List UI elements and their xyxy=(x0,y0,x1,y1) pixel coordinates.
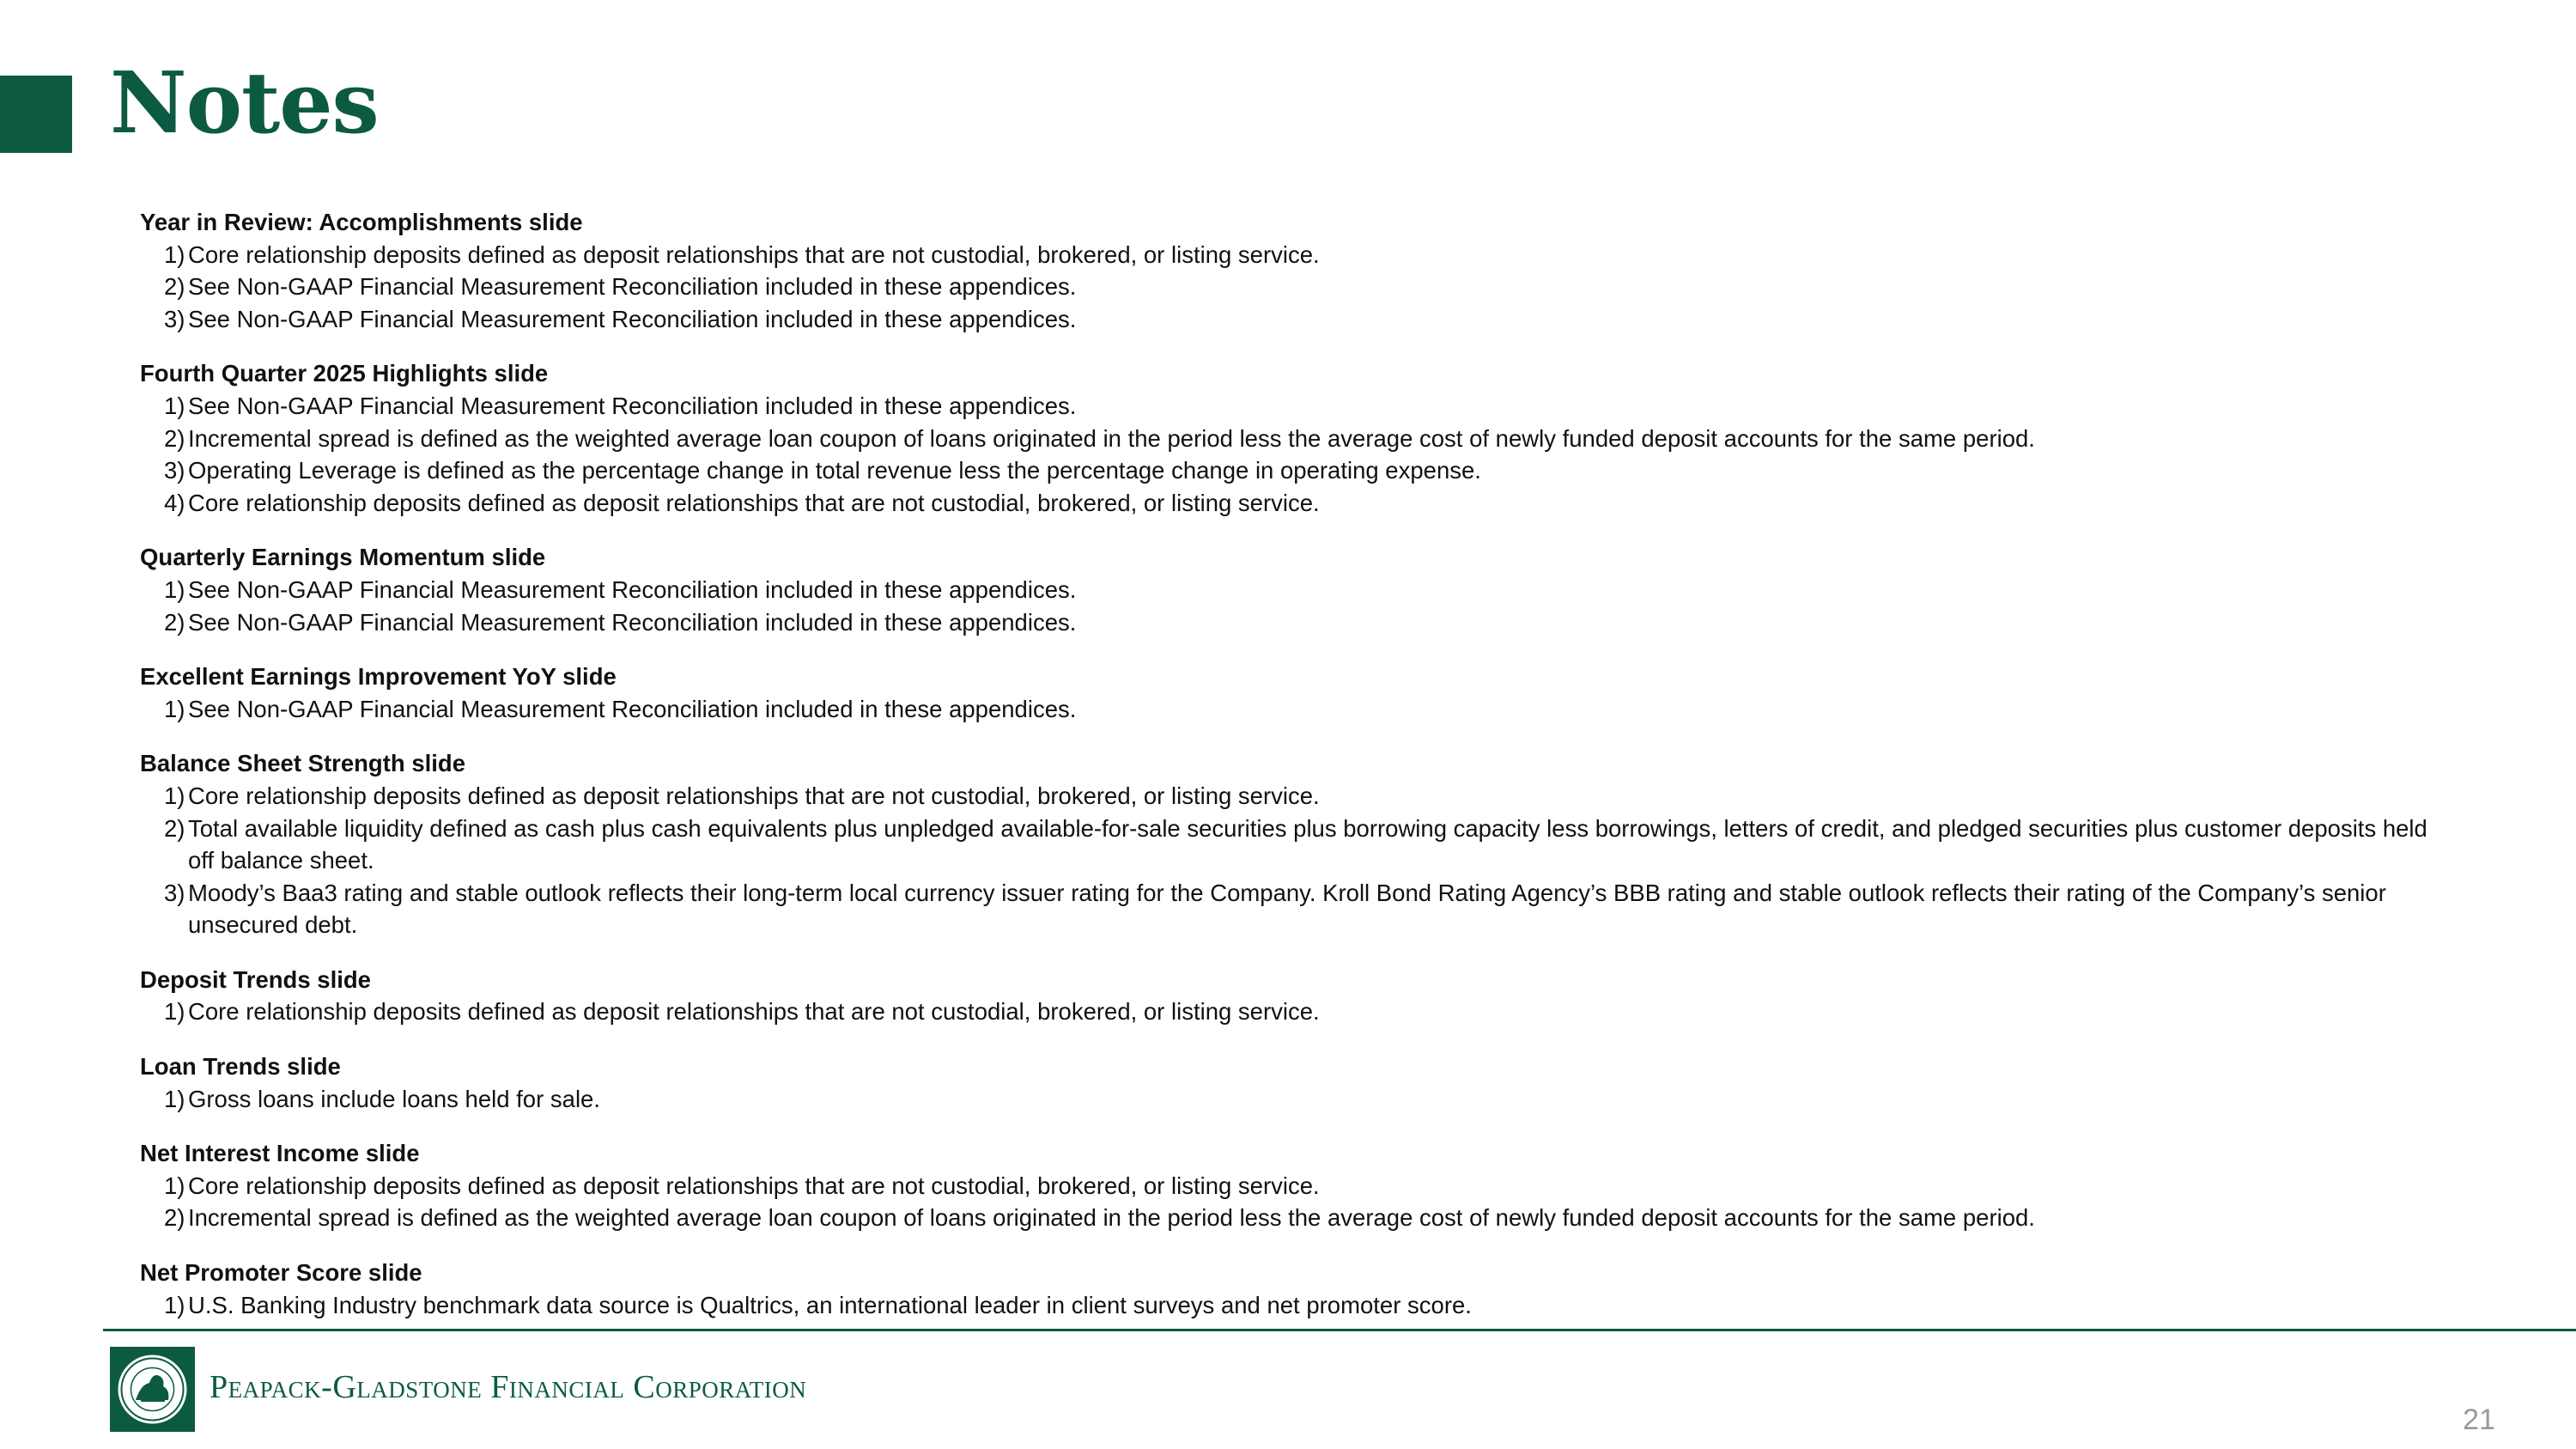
note-item xyxy=(140,1289,2441,1322)
section-title: Quarterly Earnings Momentum slide xyxy=(140,544,546,571)
note-text: Core relationship deposits defined as deposit relationships that are not custodial, brokered, or listing service. xyxy=(188,489,1320,516)
note-number: 3) xyxy=(164,879,185,906)
note-text: Total available liquidity defined as cash plus cash equivalents plus unpledged available-for-sale securities plus borrowing capacity less borrowings, letters of credit, and pledged securities plus customer deposits held off balance sheet. xyxy=(188,814,2427,874)
section-title: Fourth Quarter 2025 Highlights slide xyxy=(140,360,549,387)
note-number: 3) xyxy=(164,305,185,332)
note-section xyxy=(140,1257,2441,1321)
note-section xyxy=(140,661,2441,725)
note-list xyxy=(140,1083,2441,1116)
title-accent-block xyxy=(0,76,72,153)
note-item xyxy=(140,271,2441,303)
note-item xyxy=(140,995,2441,1028)
footer-divider xyxy=(103,1329,2576,1331)
note-list xyxy=(140,780,2441,941)
page-number: 21 xyxy=(2463,1403,2495,1436)
note-section xyxy=(140,747,2441,941)
section-title: Net Promoter Score slide xyxy=(140,1259,422,1287)
note-number: 3) xyxy=(164,457,185,484)
note-number: 1) xyxy=(164,782,185,809)
note-number: 1) xyxy=(164,392,185,419)
note-list xyxy=(140,1170,2441,1234)
note-section xyxy=(140,541,2441,638)
note-text: Core relationship deposits defined as deposit relationships that are not custodial, brokered, or listing service. xyxy=(188,1172,1320,1199)
note-item xyxy=(140,574,2441,606)
note-item xyxy=(140,390,2441,423)
note-list xyxy=(140,574,2441,638)
note-number: 2) xyxy=(164,273,185,301)
note-list xyxy=(140,239,2441,336)
note-list xyxy=(140,693,2441,726)
note-section xyxy=(140,1137,2441,1234)
note-text: See Non-GAAP Financial Measurement Reconciliation included in these appendices. xyxy=(188,695,1077,722)
note-list xyxy=(140,390,2441,519)
note-text: Moody’s Baa3 rating and stable outlook reflects their long-term local currency issuer rating for the Company. Kroll Bond Rating Agency’s BBB rating and stable outlook reflects their rating of the Company’s senior unsecured debt. xyxy=(188,879,2386,939)
note-item xyxy=(140,454,2441,487)
note-text: Core relationship deposits defined as deposit relationships that are not custodial, brokered, or listing service. xyxy=(188,782,1320,809)
note-text: Operating Leverage is defined as the percentage change in total revenue less the percentage change in operating expense. xyxy=(188,457,1481,484)
note-number: 2) xyxy=(164,1204,185,1232)
section-title: Deposit Trends slide xyxy=(140,965,371,993)
note-text: Core relationship deposits defined as deposit relationships that are not custodial, brokered, or listing service. xyxy=(188,240,1320,268)
section-title: Balance Sheet Strength slide xyxy=(140,750,465,777)
note-item xyxy=(140,1170,2441,1202)
note-item xyxy=(140,813,2441,877)
note-item xyxy=(140,1202,2441,1234)
note-item xyxy=(140,423,2441,455)
note-number: 1) xyxy=(164,1291,185,1318)
note-text: U.S. Banking Industry benchmark data source is Qualtrics, an international leader in client surveys and net promoter score. xyxy=(188,1291,1472,1318)
note-number: 1) xyxy=(164,575,185,603)
company-seal-logo-icon xyxy=(110,1347,195,1432)
section-title: Net Interest Income slide xyxy=(140,1140,420,1167)
note-text: See Non-GAAP Financial Measurement Reconciliation included in these appendices. xyxy=(188,392,1077,419)
note-item xyxy=(140,877,2441,941)
note-text: See Non-GAAP Financial Measurement Reconciliation included in these appendices. xyxy=(188,608,1077,636)
note-number: 1) xyxy=(164,695,185,722)
note-section xyxy=(140,1050,2441,1115)
note-list xyxy=(140,1289,2441,1322)
note-item xyxy=(140,303,2441,336)
note-number: 2) xyxy=(164,608,185,636)
note-number: 1) xyxy=(164,1172,185,1199)
note-number: 2) xyxy=(164,424,185,452)
note-text: Incremental spread is defined as the weighted average loan coupon of loans originated in the period less the average cost of newly funded deposit accounts for the same period. xyxy=(188,1204,2035,1232)
note-item xyxy=(140,780,2441,813)
note-item xyxy=(140,1083,2441,1116)
note-section xyxy=(140,206,2441,335)
page-title: Notes xyxy=(110,54,379,153)
note-number: 4) xyxy=(164,489,185,516)
note-item xyxy=(140,239,2441,271)
note-text: See Non-GAAP Financial Measurement Reconciliation included in these appendices. xyxy=(188,273,1077,301)
note-item xyxy=(140,487,2441,520)
note-number: 1) xyxy=(164,998,185,1026)
seal-graphic xyxy=(110,1347,195,1432)
notes-list xyxy=(140,206,2441,1343)
note-section xyxy=(140,964,2441,1028)
note-list xyxy=(140,995,2441,1028)
section-title: Year in Review: Accomplishments slide xyxy=(140,209,583,235)
note-item xyxy=(140,693,2441,726)
note-number: 1) xyxy=(164,240,185,268)
section-title: Loan Trends slide xyxy=(140,1053,341,1081)
note-number: 2) xyxy=(164,814,185,842)
note-text: See Non-GAAP Financial Measurement Reconciliation included in these appendices. xyxy=(188,305,1077,332)
note-text: Incremental spread is defined as the weighted average loan coupon of loans originated in the period less the average cost of newly funded deposit accounts for the same period. xyxy=(188,424,2035,452)
note-section xyxy=(140,357,2441,519)
company-name: Peapack-Gladstone Financial Corporation xyxy=(210,1369,807,1405)
note-item xyxy=(140,606,2441,639)
note-text: Gross loans include loans held for sale. xyxy=(188,1085,600,1112)
note-number: 1) xyxy=(164,1085,185,1112)
note-text: See Non-GAAP Financial Measurement Reconciliation included in these appendices. xyxy=(188,575,1077,603)
note-text: Core relationship deposits defined as deposit relationships that are not custodial, brokered, or listing service. xyxy=(188,998,1320,1026)
section-title: Excellent Earnings Improvement YoY slide xyxy=(140,663,617,691)
